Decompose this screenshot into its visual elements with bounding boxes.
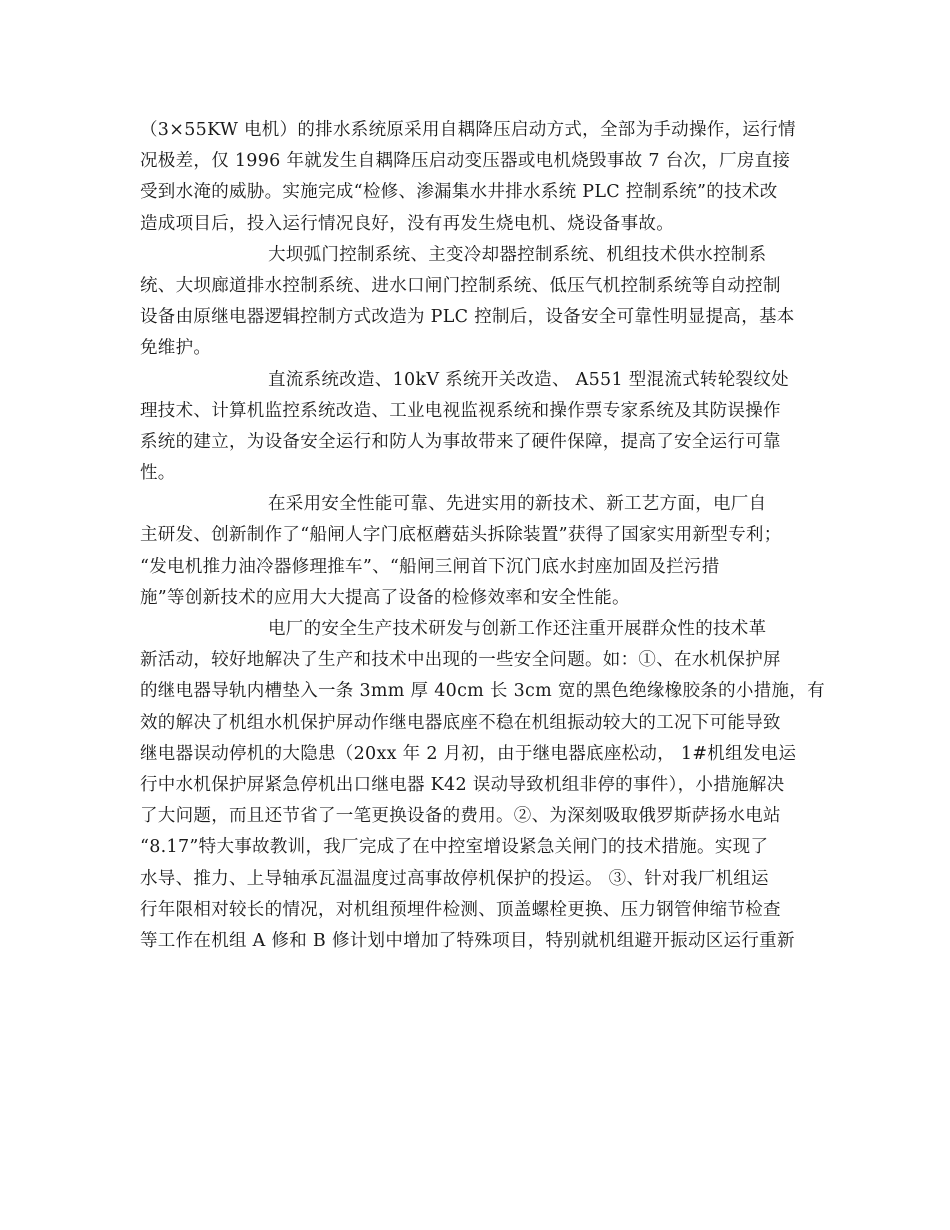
text-line: 统、大坝廊道排水控制系统、进水口闸门控制系统、低压气机控制系统等自动控制 (140, 275, 781, 296)
text-line: “发电机推力油冷器修理推车”、“船闸三闸首下沉门底水封座加固及拦污措 (140, 556, 720, 577)
text-line: 行中水机保护屏紧急停机出口继电器 K42 误动导致机组非停的事件），小措施解决 (140, 774, 785, 795)
text-line: 效的解决了机组水机保护屏动作继电器底座不稳在机组振动较大的工况下可能导致 (140, 712, 781, 733)
text-line: 受到水淹的威胁。实施完成“检修、渗漏集水井排水系统 PLC 控制系统”的技术改 (140, 182, 778, 203)
text-line: 设备由原继电器逻辑控制方式改造为 PLC 控制后，设备安全可靠性明显提高，基本 (140, 307, 795, 328)
text-line: 在采用安全性能可靠、先进实用的新技术、新工艺方面，电厂自 (268, 494, 767, 515)
text-line: （3×55KW 电机）的排水系统原采用自耦降压启动方式，全部为手动操作，运行情 (140, 120, 796, 140)
text-line: 免维护。 (140, 338, 212, 359)
text-line: 继电器误动停机的大隐患（20xx 年 2 月初，由于继电器底座松动， 1#机组发电运 (140, 743, 797, 764)
text-line: 电厂的安全生产技术研发与创新工作还注重开展群众性的技术革 (268, 619, 767, 639)
text-line: 了大问题，而且还节省了一笔更换设备的费用。②、为深刻吸取俄罗斯萨扬水电站 (140, 806, 781, 827)
document-body (140, 115, 825, 957)
text-line: 性。 (140, 463, 176, 484)
text-line: 直流系统改造、10kV 系统开关改造、 A551 型混流式转轮裂纹处 (268, 369, 789, 390)
text-line: 等工作在机组 A 修和 B 修计划中增加了特殊项目，特别就机组避开振动区运行重新 (140, 930, 795, 951)
text-line: 主研发、创新制作了“船闸人字门底枢蘑菇头拆除装置”获得了国家实用新型专利； (140, 525, 782, 546)
paragraph-drainage-system (140, 115, 810, 240)
paragraph-dc-system (140, 365, 810, 490)
text-line: 施”等创新技术的应用大大提高了设备的检修效率和安全性能。 (140, 587, 630, 608)
text-line: 大坝弧门控制系统、主变冷却器控制系统、机组技术供水控制系 (268, 244, 767, 265)
text-line: 理技术、计算机监控系统改造、工业电视监视系统和操作票专家系统及其防误操作 (140, 400, 781, 421)
text-line: 新活动，较好地解决了生产和技术中出现的一些安全问题。如：①、在水机保护屏 (140, 650, 781, 671)
paragraph-innovation (140, 614, 825, 957)
text-line: 行年限相对较长的情况，对机组预埋件检测、顶盖螺栓更换、压力钢管伸缩节检查 (140, 899, 781, 920)
text-line: 系统的建立，为设备安全运行和防人为事故带来了硬件保障，提高了安全运行可靠 (140, 431, 781, 452)
text-line: 水导、推力、上导轴承瓦温温度过高事故停机保护的投运。 ③、针对我厂机组运 (140, 868, 769, 889)
text-line: 的继电器导轨内槽垫入一条 3mm 厚 40cm 长 3cm 宽的黑色绝缘橡胶条的小措施，有 (140, 681, 825, 702)
paragraph-plc-control (140, 240, 810, 365)
text-line: 况极差，仅 1996 年就发生自耦降压启动变压器或电机烧毁事故 7 台次，厂房直接 (140, 151, 791, 172)
text-line: “8.17”特大事故教训，我厂完成了在中控室增设紧急关闸门的技术措施。实现了 (140, 837, 769, 858)
paragraph-new-technology (140, 489, 810, 614)
text-line: 造成项目后，投入运行情况良好，没有再发生烧电机、烧设备事故。 (140, 213, 674, 234)
